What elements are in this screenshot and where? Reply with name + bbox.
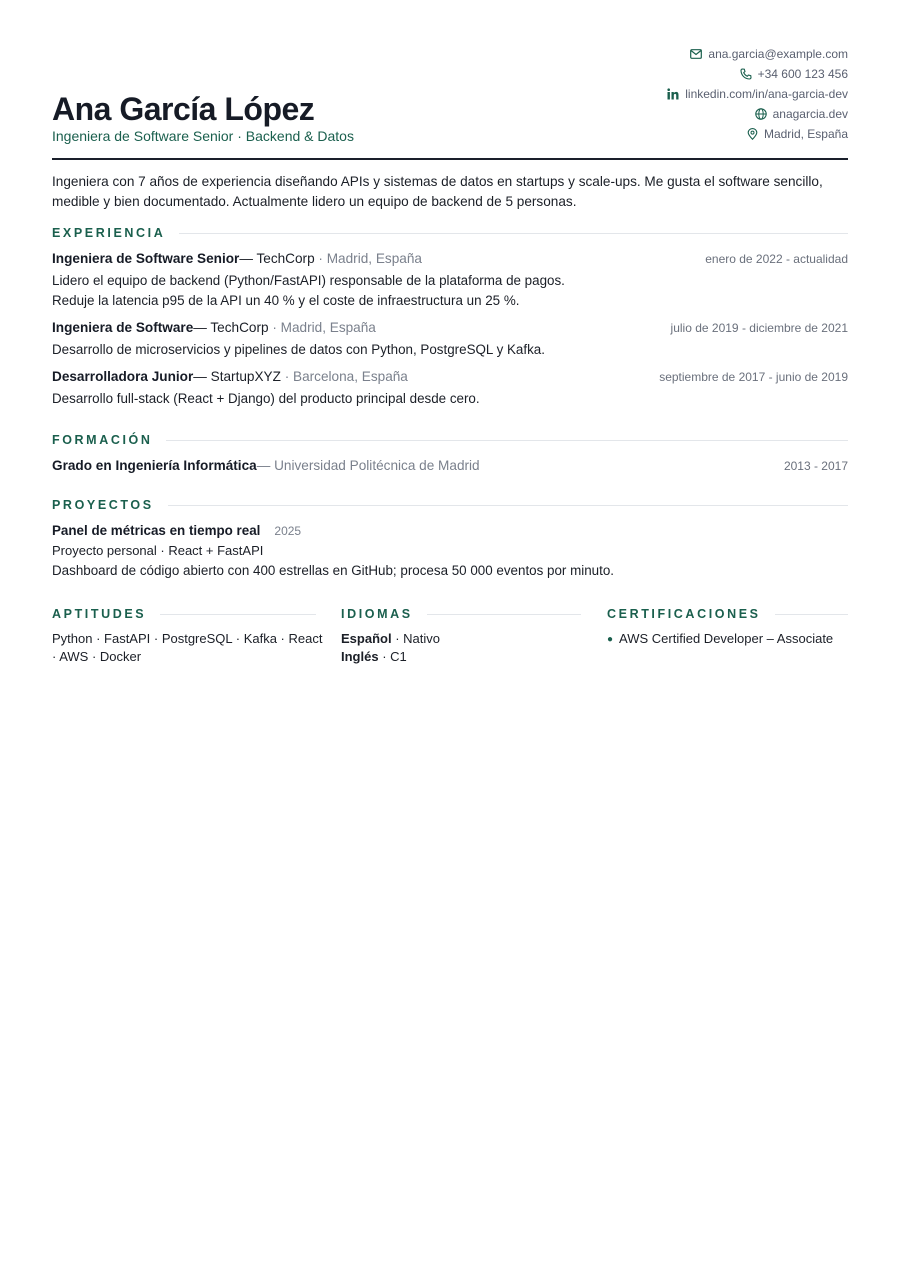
skills-list	[52, 630, 332, 666]
languages-list	[341, 630, 581, 666]
resume-header	[52, 40, 848, 160]
job-location: · Madrid, España	[268, 320, 376, 335]
job-bullet: Desarrollo de microservicios y pipelines de datos con Python, PostgreSQL y Kafka.	[52, 342, 545, 357]
skills-line: · AWS · Docker	[52, 649, 142, 664]
skills-line: Python · FastAPI · PostgreSQL · Kafka · React	[52, 631, 323, 646]
contact-phone[interactable]	[667, 64, 848, 84]
certifications-list	[607, 630, 848, 649]
job-bullet: Lidero el equipo de backend (Python/FastAPI) responsable de la plataforma de pagos.	[52, 273, 565, 288]
location-pin-icon	[747, 128, 758, 140]
job-location: · Barcelona, España	[280, 369, 408, 384]
project-year: 2025	[274, 524, 302, 538]
company-name: TechCorp	[210, 320, 269, 335]
language-level: · C1	[378, 649, 407, 664]
person-name: Ana García López	[52, 91, 315, 127]
section-experience-title	[52, 226, 848, 240]
certification-name: AWS Certified Developer – Associate	[619, 631, 834, 646]
experience-entry-1	[52, 251, 848, 266]
job-role: Desarrolladora Junior	[52, 369, 194, 384]
section-heading: PROYECTOS	[52, 498, 154, 512]
section-divider	[775, 614, 848, 615]
section-heading: FORMACIÓN	[52, 433, 153, 447]
section-heading: CERTIFICACIONES	[607, 607, 761, 621]
separator: —	[193, 369, 211, 384]
education-dates: 2013 - 2017	[783, 459, 848, 473]
email-text: ana.garcia@example.com	[708, 47, 848, 61]
job-dates: julio de 2019 - diciembre de 2021	[670, 321, 848, 335]
section-divider	[179, 233, 848, 234]
separator: —	[256, 458, 275, 473]
section-heading: EXPERIENCIA	[52, 226, 166, 240]
job-role: Ingeniera de Software Senior	[52, 251, 240, 266]
education-entry	[52, 458, 848, 473]
location-text: Madrid, España	[763, 127, 848, 141]
experience-entry-2	[52, 320, 848, 335]
section-certifications-title	[607, 607, 848, 621]
linkedin-text: linkedin.com/in/ana-garcia-dev	[685, 87, 848, 101]
school-name: Universidad Politécnica de Madrid	[274, 458, 480, 473]
experience-entry-3	[52, 369, 848, 384]
language-name: Español	[341, 631, 392, 646]
separator: —	[193, 320, 211, 335]
contact-location	[667, 124, 848, 144]
job-bullet: Desarrollo full-stack (React + Django) del producto principal desde cero.	[52, 391, 480, 406]
profile-summary: Ingeniera con 7 años de experiencia diseñando APIs y sistemas de datos en startups y scale-ups. Me gusta el software sencillo, medible y bien documentado. Actualmente lidero un equipo de backend de 5 personas.	[52, 174, 823, 209]
phone-icon	[740, 68, 752, 80]
job-bullet: Reduje la latencia p95 de la API un 40 % y el coste de infraestructura un 25 %.	[52, 293, 520, 308]
section-education-title	[52, 433, 848, 447]
project-entry	[52, 523, 848, 538]
degree-name: Grado en Ingeniería Informática	[52, 458, 257, 473]
headline: Ingeniera de Software Senior · Backend & Datos	[52, 128, 354, 144]
section-divider	[166, 440, 848, 441]
contact-linkedin[interactable]	[667, 84, 848, 104]
bullet-icon: ●	[607, 634, 614, 645]
section-heading: IDIOMAS	[341, 607, 413, 621]
contact-website[interactable]	[667, 104, 848, 124]
mail-icon	[690, 49, 702, 59]
language-item	[341, 630, 581, 648]
project-name: Panel de métricas en tiempo real	[52, 523, 261, 538]
project-description: Dashboard de código abierto con 400 estrellas en GitHub; procesa 50 000 eventos por minuto.	[52, 563, 615, 578]
job-dates: septiembre de 2017 - junio de 2019	[659, 370, 848, 384]
job-role: Ingeniera de Software	[52, 320, 194, 335]
contact-email[interactable]	[667, 44, 848, 64]
company-name: TechCorp	[256, 251, 315, 266]
section-divider	[168, 505, 848, 506]
section-heading: APTITUDES	[52, 607, 147, 621]
section-divider	[427, 614, 581, 615]
separator: —	[239, 251, 257, 266]
certification-item	[607, 630, 848, 649]
contact-list	[667, 44, 848, 144]
project-subtitle: Proyecto personal · React + FastAPI	[52, 543, 264, 558]
linkedin-icon	[667, 88, 679, 100]
section-languages-title	[341, 607, 581, 621]
section-projects-title	[52, 498, 848, 512]
job-dates: enero de 2022 - actualidad	[705, 252, 848, 266]
company-name: StartupXYZ	[210, 369, 281, 384]
section-divider	[160, 614, 316, 615]
language-name: Inglés	[341, 649, 379, 664]
globe-icon	[755, 108, 767, 120]
phone-text: +34 600 123 456	[757, 67, 848, 81]
section-skills-title	[52, 607, 316, 621]
website-text: anagarcia.dev	[772, 107, 848, 121]
language-level: · Nativo	[391, 631, 440, 646]
job-location: · Madrid, España	[314, 251, 422, 266]
language-item	[341, 648, 581, 666]
